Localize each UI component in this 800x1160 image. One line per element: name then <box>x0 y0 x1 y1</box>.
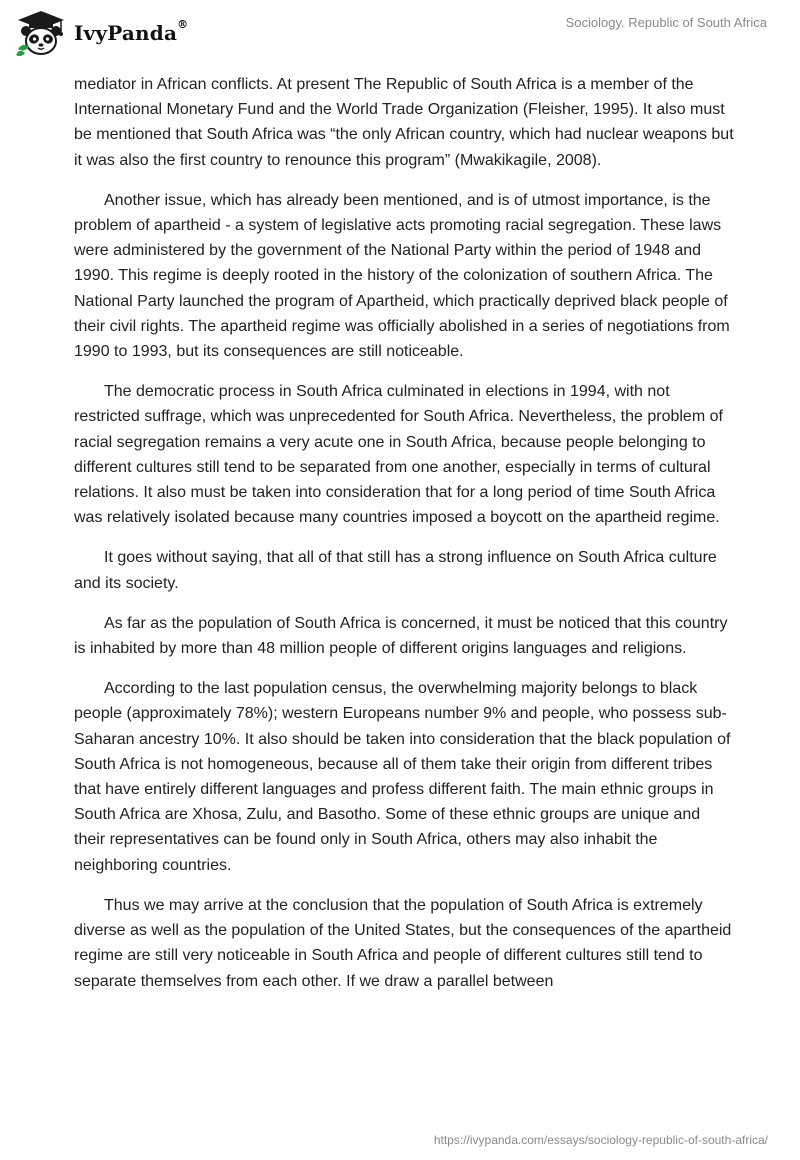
essay-body <box>74 72 734 1009</box>
logo-wordmark <box>74 18 189 45</box>
logo-name: IvyPanda <box>74 21 178 45</box>
paragraph-continuation: mediator in African conflicts. At present The Republic of South Africa is a member of the International Monetary Fund and the World Trade Organization (Fleisher, 1995). It also must be mentioned that South Africa was “the only African country, which had nuclear weapons but it was also the first country to renounce this program” (Mwakikagile, 2008). <box>74 76 734 169</box>
page-header <box>0 0 800 70</box>
paragraph: It goes without saying, that all of that still has a strong influence on South Africa culture and its society. <box>74 549 717 592</box>
registered-mark: ® <box>177 18 189 32</box>
paragraph: According to the last population census, the overwhelming majority belongs to black people (approximately 78%); western Europeans number 9% and people, who possess sub-Saharan ancestry 10%. It also should be taken into consideration that the black population of South Africa is not homogeneous, because all of them take their origin from different tribes that have entirely different languages and profess different faith. The main ethnic groups in South Africa are Xhosa, Zulu, and Basotho. Some of these ethnic groups are unique and their representatives can be found only in South Africa, others may also inhabit the neighboring countries. <box>74 680 731 874</box>
panda-graduate-icon <box>14 9 68 57</box>
ivypanda-logo[interactable] <box>14 8 188 58</box>
source-url[interactable]: https://ivypanda.com/essays/sociology-republic-of-south-africa/ <box>433 1133 768 1147</box>
paragraph: As far as the population of South Africa is concerned, it must be noticed that this country is inhabited by more than 48 million people of different origins languages and religions. <box>74 614 728 658</box>
document-title: Sociology. Republic of South Africa <box>565 15 767 30</box>
paragraph: The democratic process in South Africa culminated in elections in 1994, with not restricted suffrage, which was unprecedented for South Africa. Nevertheless, the problem of racial segregation remains a very acute one in South Africa, because people belonging to different cultures still tend to be separated from one another, especially in terms of cultural relations. It also must be taken into consideration that for a long period of time South Africa was relatively isolated because many countries imposed a boycott on the apartheid regime. <box>74 383 723 527</box>
paragraph: Thus we may arrive at the conclusion that the population of South Africa is extremely diverse as well as the population of the United States, but the consequences of the apartheid regime are still very noticeable in South Africa and people of different cultures still tend to separate themselves from each other. If we draw a parallel between <box>74 896 732 990</box>
paragraph: Another issue, which has already been mentioned, and is of utmost importance, is the problem of apartheid - a system of legislative acts promoting racial segregation. These laws were administered by the government of the National Party within the period of 1948 and 1990. This regime is deeply rooted in the history of the colonization of southern Africa. The National Party launched the program of Apartheid, which practically deprived black people of their civil rights. The apartheid regime was officially abolished in a series of negotiations from 1990 to 1993, but its consequences are still noticeable. <box>74 191 730 361</box>
